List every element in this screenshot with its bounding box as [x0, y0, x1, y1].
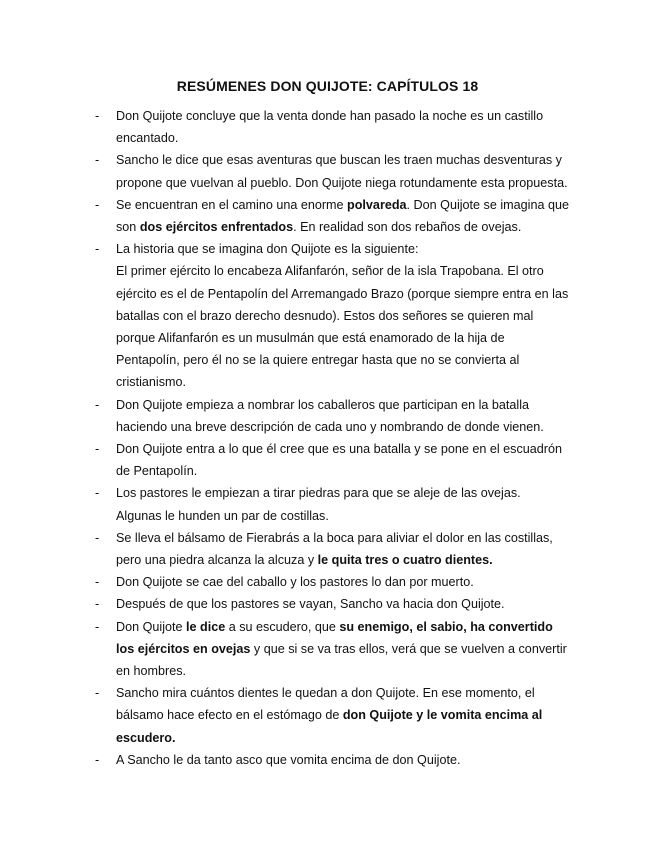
list-item [0, 527, 580, 571]
text-line [116, 149, 580, 171]
bold-text: don Quijote y le vomita encima al [342, 708, 543, 723]
bold-text: le dice [186, 619, 226, 634]
bold-text: los ejércitos en ovejas [116, 641, 251, 656]
text-line [116, 527, 580, 549]
list-item [0, 682, 580, 749]
text-segment: bálsamo hace efecto en el estómago de [116, 708, 343, 723]
list-item [0, 149, 580, 193]
text-segment: Algunas le hunden un par de costillas. [116, 508, 329, 523]
text-segment: haciendo una breve descripción de cada uno y nombrando de donde vienen. [116, 419, 544, 434]
bullet-dash: - [95, 442, 100, 457]
text-segment: son [116, 220, 140, 235]
bullet-dash: - [95, 686, 100, 701]
list-item [0, 105, 580, 149]
bullet-dash: - [95, 242, 100, 257]
text-segment: Don Quijote entra a lo que él cree que es una batalla y se pone en el escuadrón [116, 442, 562, 457]
text-segment: A Sancho le da tanto asco que vomita encima de don Quijote. [116, 752, 461, 767]
text-segment: de Pentapolín. [116, 464, 198, 479]
text-segment: Se lleva el bálsamo de Fierabrás a la boca para aliviar el dolor en las costillas, [116, 530, 553, 545]
list-item [0, 194, 580, 238]
summary-list [0, 105, 655, 771]
text-segment: Pentapolín, pero él no se la quiere entregar hasta que no se convierta al [116, 353, 520, 368]
text-segment: a su escudero, que [225, 619, 340, 634]
list-item [0, 438, 580, 482]
bullet-dash: - [95, 597, 100, 612]
text-line [116, 749, 580, 771]
text-segment: Sancho le dice que esas aventuras que buscan les traen muchas desventuras y [116, 153, 562, 168]
text-line [116, 416, 580, 438]
bullet-dash: - [95, 575, 100, 590]
text-line [116, 638, 580, 660]
list-item [0, 593, 580, 615]
text-segment: Sancho mira cuántos dientes le quedan a don Quijote. En ese momento, el [116, 686, 535, 701]
text-segment: El primer ejército lo encabeza Alifanfarón, señor de la isla Trapobana. El otro [116, 264, 544, 279]
list-item [0, 749, 580, 771]
text-segment: Don Quijote concluye que la venta donde han pasado la noche es un castillo [116, 109, 544, 123]
text-segment: Se encuentran en el camino una enorme [116, 197, 348, 212]
text-line [116, 283, 580, 305]
list-item [0, 394, 580, 438]
text-line [116, 660, 580, 682]
bullet-dash: - [95, 197, 100, 212]
text-segment: Después de que los pastores se vayan, Sancho va hacia don Quijote. [116, 597, 505, 612]
page-title: RESÚMENES DON QUIJOTE: CAPÍTULOS 18 [176, 78, 479, 94]
text-line [116, 260, 580, 282]
text-line [116, 238, 580, 260]
bold-text: su enemigo, el sabio, ha convertido [339, 619, 553, 634]
text-line [116, 349, 580, 371]
text-segment: propone que vuelvan al pueblo. Don Quijote niega rotundamente esta propuesta. [116, 175, 568, 190]
text-line [116, 460, 580, 482]
text-segment: Don Quijote [116, 619, 187, 634]
text-line [116, 482, 580, 504]
bullet-dash: - [95, 752, 100, 767]
text-segment: . En realidad son dos rebaños de ovejas. [293, 220, 522, 235]
text-line [116, 194, 580, 216]
text-segment: pero una piedra alcanza la alcuza y [116, 553, 318, 568]
text-line [116, 505, 580, 527]
bullet-dash: - [95, 109, 100, 123]
text-line [116, 704, 580, 726]
text-segment: . Don Quijote se imagina que [406, 197, 569, 212]
bullet-dash: - [95, 619, 100, 634]
text-segment: cristianismo. [116, 375, 186, 390]
text-segment: porque Alifanfarón es un musulmán que está enamorado de la hija de [116, 331, 505, 346]
text-line [116, 327, 580, 349]
text-line [116, 172, 580, 194]
text-line [116, 127, 580, 149]
text-line [116, 682, 580, 704]
text-segment: y que si se va tras ellos, verá que se vuelven a convertir [250, 641, 567, 656]
text-line [116, 616, 580, 638]
text-line [116, 105, 580, 127]
text-segment: encantado. [116, 131, 179, 146]
bold-text: dos ejércitos enfrentados [139, 220, 294, 235]
text-line [116, 394, 580, 416]
list-item [0, 571, 580, 593]
text-segment: ejército es el de Pentapolín del Arremangado Brazo (porque siempre entra en las [116, 286, 569, 301]
bullet-dash: - [95, 397, 100, 412]
text-line [116, 593, 580, 615]
text-segment: en hombres. [116, 664, 187, 679]
text-segment: Los pastores le empiezan a tirar piedras para que se aleje de las ovejas. [116, 486, 521, 501]
list-item [0, 482, 580, 526]
bold-text: le quita tres o cuatro dientes. [317, 553, 493, 568]
text-segment: La historia que se imagina don Quijote es la siguiente: [116, 242, 419, 257]
bold-text: escudero. [116, 730, 176, 745]
text-line [116, 571, 580, 593]
text-line [116, 438, 580, 460]
text-line [116, 216, 580, 238]
text-segment: batallas con el brazo derecho desnudo). Estos dos señores se quieren mal [116, 308, 534, 323]
bold-text: polvareda [347, 197, 407, 212]
bullet-dash: - [95, 153, 100, 168]
list-item [0, 238, 580, 393]
bullet-dash: - [95, 486, 100, 501]
text-line [116, 371, 580, 393]
list-item [0, 616, 580, 683]
text-segment: Don Quijote se cae del caballo y los pastores lo dan por muerto. [116, 575, 474, 590]
text-segment: Don Quijote empieza a nombrar los caballeros que participan en la batalla [116, 397, 530, 412]
text-line [116, 305, 580, 327]
bullet-dash: - [95, 530, 100, 545]
text-line [116, 727, 580, 749]
text-line [116, 549, 580, 571]
